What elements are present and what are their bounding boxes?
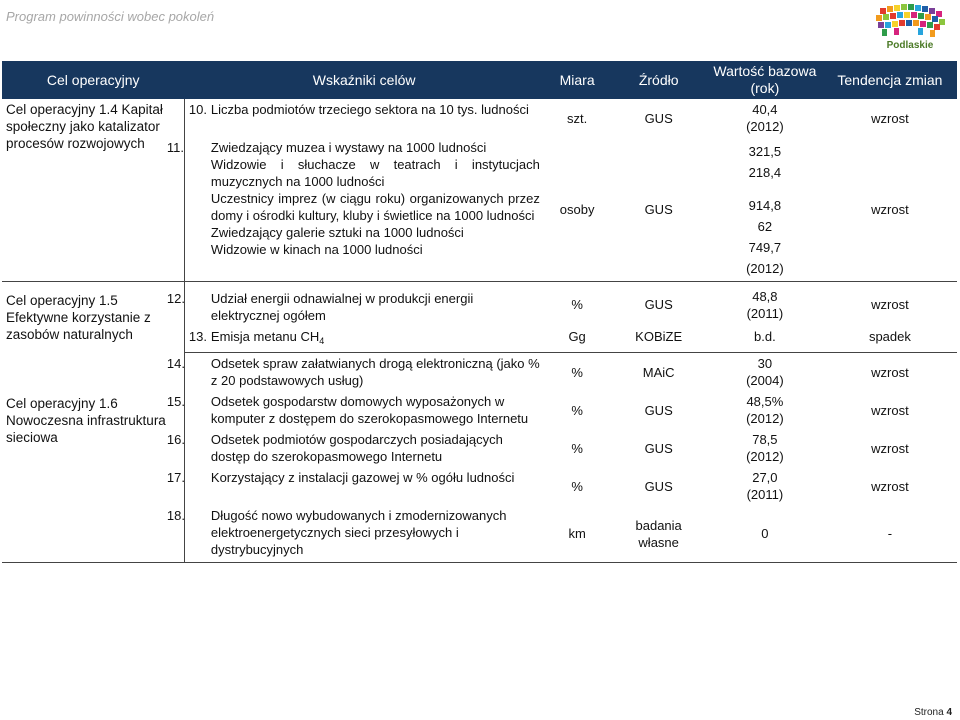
trend-10: wzrost bbox=[871, 110, 909, 126]
base-value-17: 27,0 (2011) bbox=[746, 470, 784, 502]
base-value-14: 30 (2004) bbox=[746, 356, 784, 388]
source-12: GUS bbox=[610, 282, 707, 327]
indicator-18: 18. Długość nowo wybudowanych i zmodernizowanych elektroenergetycznych sieci przesyłowych i dystrybucyjnych bbox=[184, 505, 543, 563]
unit-12: % bbox=[544, 282, 611, 327]
unit-16: % bbox=[571, 440, 583, 456]
source-15: GUS bbox=[644, 402, 673, 418]
table-row bbox=[2, 99, 957, 137]
objective-1-5: Cel operacyjny 1.5 Efektywne korzystanie z zasobów naturalnych bbox=[2, 282, 184, 353]
trend-13: spadek bbox=[823, 326, 957, 353]
base-value-15: 48,5% (2012) bbox=[746, 394, 784, 426]
objective-1-6: Cel operacyjny 1.6 Nowoczesna infrastruktura sieciowa bbox=[2, 353, 184, 563]
objective-1-4: Cel operacyjny 1.4 Kapitał społeczny jako katalizator procesów rozwojowych bbox=[6, 102, 163, 151]
indicator-16: 16. Odsetek podmiotów gospodarczych posiadających dostęp do szerokopasmowego Internetu bbox=[184, 429, 543, 467]
unit-15: % bbox=[571, 402, 583, 418]
indicator-14: 14. Odsetek spraw załatwianych drogą elektroniczną (jako % z 20 podstawowych usług) bbox=[184, 353, 543, 392]
trend-14: wzrost bbox=[871, 364, 909, 380]
base-value-11: 321,5 218,4 914,8 62 749,7 (2012) bbox=[746, 144, 784, 276]
page-label: Strona bbox=[914, 707, 944, 718]
indicator-17: 17. Korzystający z instalacji gazowej w % ogółu ludności bbox=[184, 467, 543, 505]
indicator-11: 11. Zwiedzający muzea i wystawy na 1000 ludności Widzowie i słuchacze w teatrach i instytucjach muzycznych na 1000 ludności Uczestnicy imprez (w ciągu roku) organizowanych przez domy i ośrodki kultury, kluby i świetlice na 1000 ludności Zwiedzający galerie sztuki na 1000 ludności Widzowie w kinach na 1000 ludności bbox=[184, 137, 543, 282]
col-header-trend: Tendencja zmian bbox=[823, 61, 957, 99]
source-11: GUS bbox=[644, 201, 673, 217]
unit-14: % bbox=[571, 364, 583, 380]
page-number: 4 bbox=[946, 707, 952, 718]
indicator-13: 13. Emisja metanu $CH_4$ bbox=[184, 326, 543, 353]
trend-17: wzrost bbox=[871, 478, 909, 494]
document-header bbox=[0, 0, 960, 60]
source-14: MAiC bbox=[642, 364, 675, 380]
page-footer bbox=[914, 707, 952, 718]
unit-18: km bbox=[544, 505, 611, 563]
table-row bbox=[2, 353, 957, 392]
base-value-12: 48,8 (2011) bbox=[707, 282, 823, 327]
base-value-13: b.d. bbox=[707, 326, 823, 353]
program-title: Program powinności wobec pokoleń bbox=[6, 9, 215, 24]
logo-text: Podlaskie bbox=[886, 40, 934, 51]
podlaskie-logo bbox=[866, 2, 954, 58]
unit-17: % bbox=[571, 478, 583, 494]
source-13: KOBiZE bbox=[610, 326, 707, 353]
trend-16: wzrost bbox=[871, 440, 909, 456]
col-header-source: Źródło bbox=[610, 61, 707, 99]
indicators-table bbox=[2, 61, 957, 563]
trend-12: wzrost bbox=[823, 282, 957, 327]
col-header-base-value: Wartość bazowa (rok) bbox=[707, 61, 823, 99]
table-row bbox=[2, 282, 957, 327]
source-17: GUS bbox=[644, 478, 673, 494]
base-value-18: 0 bbox=[707, 505, 823, 563]
indicator-12: 12. Udział energii odnawialnej w produkcji energii elektrycznej ogółem bbox=[184, 282, 543, 327]
trend-15: wzrost bbox=[871, 402, 909, 418]
table-header-row bbox=[2, 61, 957, 99]
col-header-objective: Cel operacyjny bbox=[2, 61, 184, 99]
unit-10: szt. bbox=[567, 110, 588, 126]
indicator-15: 15. Odsetek gospodarstw domowych wyposażonych w komputer z dostępem do szerokopasmowego Internetu bbox=[184, 391, 543, 429]
unit-13: Gg bbox=[544, 326, 611, 353]
bison-logo-icon bbox=[866, 2, 954, 42]
source-16: GUS bbox=[644, 440, 673, 456]
col-header-indicators: Wskaźniki celów bbox=[184, 61, 543, 99]
indicator-10: 10. Liczba podmiotów trzeciego sektora na 10 tys. ludności bbox=[184, 99, 543, 137]
base-value-10: 40,4 (2012) bbox=[746, 102, 784, 134]
source-10: GUS bbox=[644, 110, 673, 126]
col-header-unit: Miara bbox=[544, 61, 611, 99]
source-18: badania własne bbox=[610, 505, 707, 563]
unit-11: osoby bbox=[559, 201, 595, 217]
base-value-16: 78,5 (2012) bbox=[746, 432, 784, 464]
trend-18: - bbox=[823, 505, 957, 563]
trend-11: wzrost bbox=[871, 201, 909, 217]
